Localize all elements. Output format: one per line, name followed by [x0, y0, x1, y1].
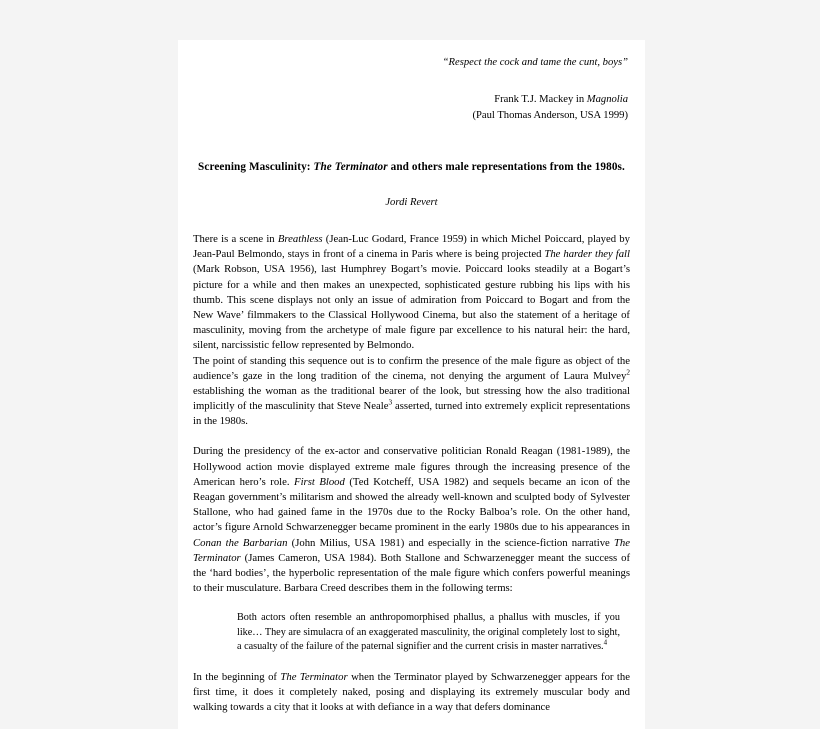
text-run: (John Milius, USA 1981) and especially in the science-fiction narrative: [287, 536, 614, 549]
author-name: Jordi Revert: [385, 197, 438, 209]
text-run: asserted, turned into extremely explicit representations in the 1980s.: [193, 400, 630, 428]
italic-title-run: Conan the Barbarian: [193, 536, 288, 549]
text-run: when the Terminator played by Schwarzenegger appears for the first time, it does it completely naked, posing and displaying its extremely muscular body and walking towards a city that it looks at with defiance in a way that defers dominance: [193, 670, 630, 714]
page-title: [193, 161, 630, 173]
text-run: (Jean-Luc Godard, France 1959) in which Michel Poiccard, played by Jean-Paul Belmondo, stays in front of a cinema in Paris where is being projected: [193, 233, 630, 261]
italic-title-run: The Terminator: [280, 670, 348, 683]
para-3: [193, 444, 630, 596]
text-run: (James Cameron, USA 1984). Both Stallone and Schwarzenegger meant the success of the ‘hard bodies’, the hyperbolic representation of the male figure which confers powerful meanings to their musculature. Barbara Creed describes them in the following terms:: [193, 551, 630, 595]
text-run: During the presidency of the ex-actor and conservative politician Ronald Reagan (1981-1989), the Hollywood action movie displayed extreme male figures through the increasing presence of the American hero’s role.: [193, 445, 630, 488]
document-page: [178, 40, 645, 729]
text-run: The point of standing this sequence out is to confirm the presence of the male figure as object of the audience’s gaze in the long tradition of the cinema, not denying the argument of Laura Mulvey: [193, 354, 630, 382]
blockquote-creed: [193, 611, 630, 654]
epigraph-source-film: Magnolia: [586, 94, 628, 106]
text-run: In the beginning of: [193, 670, 281, 683]
text-run: There is a scene in: [193, 233, 278, 246]
text-run: establishing the woman as the traditional bearer of the look, but stressing how the also traditional implicitly of the masculinity that Steve Neale: [193, 384, 630, 413]
text-run: Both actors often resemble an anthropomorphised phallus, a phallus with muscles, if you like… They are simulacra of an exaggerated masculinity, the original completely lost to sight, a casualty of the failure of the paternal signifier and the current crisis in master narratives.: [237, 612, 620, 653]
italic-title-run: The Terminator: [193, 536, 630, 564]
para-2: [193, 354, 630, 430]
footnote-marker: 4: [603, 639, 608, 647]
footnote-marker: 2: [626, 368, 630, 377]
text-run: (Ted Kotcheff, USA 1982) and sequels became an icon of the Reagan government’s militarism and showed the already well-known and sculpted body of Sylvester Stallone, who had gained fame in the 1970s due to the Rocky Balboa’s role. On the other hand, actor’s figure Arnold Schwarzenegger became prominent in the early 1980s due to his appearances in: [193, 475, 630, 534]
epigraph-attribution-line-2: (Paul Thomas Anderson, USA 1999): [472, 109, 628, 121]
document-body: [193, 232, 630, 715]
italic-title-run: First Blood: [294, 475, 345, 488]
title-film-italic: The Terminator: [313, 161, 388, 174]
epigraph-attribution-line-1: [193, 92, 628, 107]
epigraph-attribution: [193, 92, 630, 123]
para-4: [193, 670, 630, 716]
title-segment-1: Screening Masculinity:: [198, 161, 314, 174]
page-content: [193, 40, 630, 715]
italic-title-run: Breathless: [277, 233, 323, 246]
para-1: [193, 232, 630, 354]
italic-title-run: The harder they fall: [544, 248, 630, 261]
footnote-marker: 3: [388, 398, 393, 407]
title-segment-2: and others male representations from the 1980s.: [387, 161, 625, 174]
epigraph-source-character: Frank T.J. Mackey in: [494, 94, 587, 106]
text-run: (Mark Robson, USA 1956), last Humphrey Bogart’s movie. Poiccard looks steadily at a Bogart’s picture for a while and then makes an unexpected, sophisticated gesture rubbing his lips with his thumb. This scene displays not only an issue of admiration from Poiccard to Bogart and from the New Wave’ filmmakers to the Classical Hollywood Cinema, but also the statement of a heritage of masculinity, moving from the archetype of male figure par excellence to his natural heir: the hard, silent, narcissistic fellow represented by Belmondo.: [193, 263, 630, 352]
epigraph-quote: “Respect the cock and tame the cunt, boys”: [442, 57, 628, 68]
